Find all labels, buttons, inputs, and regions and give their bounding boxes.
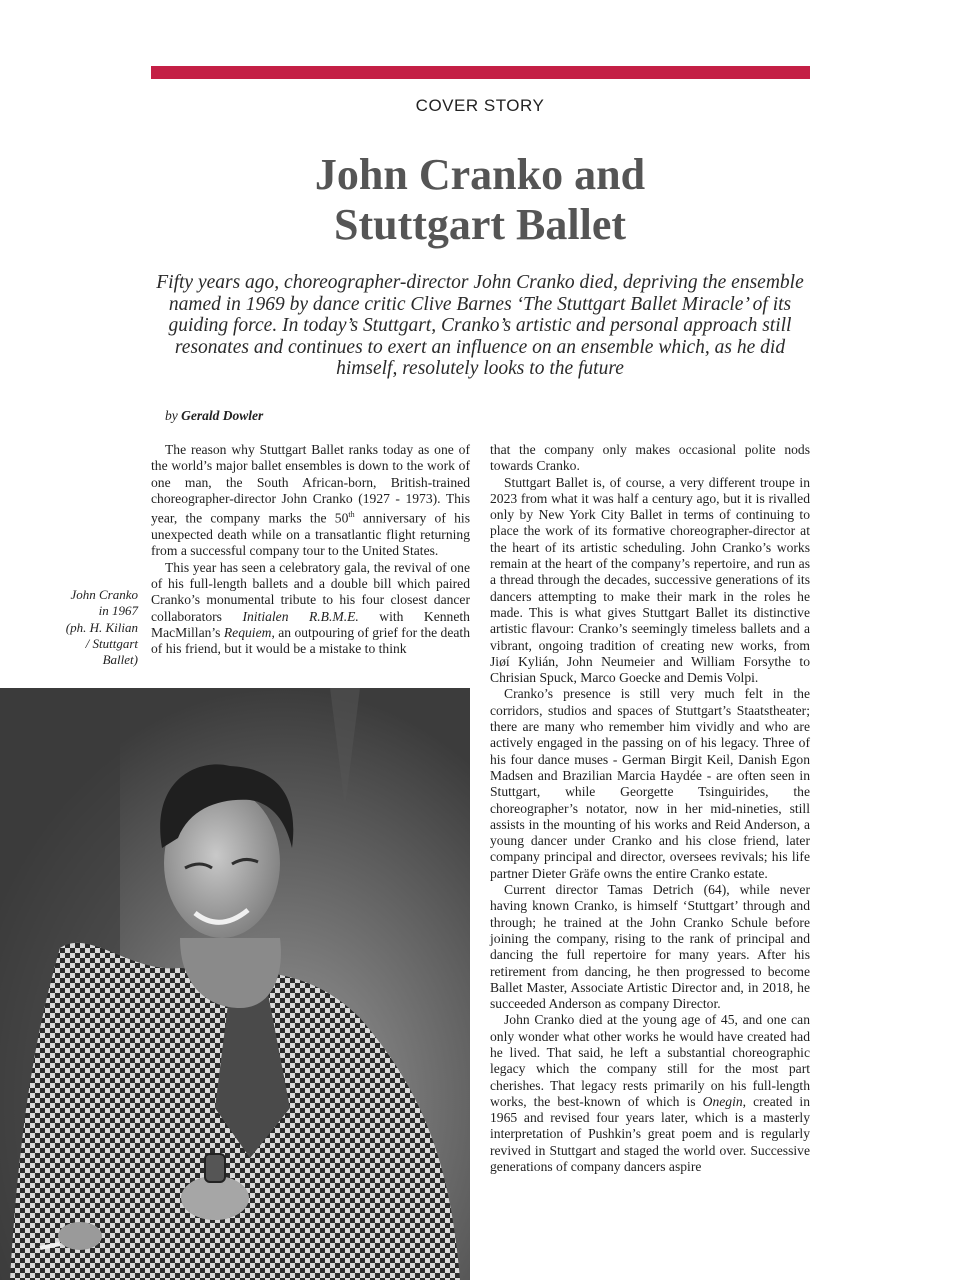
byline-author: Gerald Dowler: [181, 408, 264, 423]
caption-line: John Cranko: [70, 587, 138, 602]
portrait-photo: [0, 688, 470, 1280]
paragraph: John Cranko died at the young age of 45, and one can only wonder what other works he would have created had he lived. That said, he left a substantial choreographic legacy which the company still for the most part cherishes. That legacy rests primarily on his full-length works, the best-known of which is Onegin, created in 1965 and revised four years later, which is a masterly interpretation of Pushkin’s great poem and is regularly revived in Stuttgart and staged the world over. Successive generations of company dancers aspire: [490, 1012, 810, 1175]
article-title: [0, 150, 960, 250]
article-column-left: [151, 442, 470, 657]
paragraph: that the company only makes occasional polite nods towards Cranko.: [490, 442, 810, 474]
paragraph: The reason why Stuttgart Ballet ranks today as one of the world’s major ballet ensembles is down to the work of one man, the South African-born, British-trained choreographer-director John Cranko (1927 - 1973). This year, the company marks the 50th anniversary of his unexpected death while on a transatlantic flight returning from a successful company tour to the United States.: [151, 442, 470, 559]
article-column-right: [490, 442, 810, 1175]
photo-caption: [40, 587, 138, 668]
wristwatch-icon: [205, 1154, 225, 1182]
article-title-line-1: John Cranko and: [314, 150, 646, 199]
paragraph: This year has seen a celebratory gala, the revival of one of his full-length ballets and a double bill which paired Cranko’s monumental tribute to his four closest dancer collaborators Initialen R.B.M.E. with Kenneth MacMillan’s Requiem, an outpouring of grief for the death of his friend, but it would be a mistake to think: [151, 559, 470, 657]
caption-line: (ph. H. Kilian: [65, 619, 138, 635]
caption-line: in 1967: [98, 603, 138, 619]
byline: [165, 408, 263, 424]
header-accent-bar: [151, 66, 810, 79]
paragraph: Cranko’s presence is still very much felt in the corridors, studios and spaces of Stuttgart’s Staatstheater; there are many who remember him vividly and who are actively engaged in the passing on of his legacy. Three of his four dance muses - German Birgit Keil, Danish Egon Madsen and Brazilian Marcia Haydée - are often seen in Stuttgart, while Georgette Tsinguirides, the choreographer’s notator, now in her mid-nineties, still assists in the mounting of his works and Reid Anderson, a young dancer under Cranko and his close friend, later company principal and director, oversees revivals; his life partner Dieter Gräfe owns the entire Cranko estate.: [490, 686, 810, 881]
standfirst: Fifty years ago, choreographer-director John Cranko died, depriving the ensemble named in 1969 by dance critic Clive Barnes ‘The Stuttgart Ballet Miracle’ of its guiding force. In today’s Stuttgart, Cranko’s artistic and personal approach still resonates and continues to exert an influence on an ensemble which, as he did himself, resolutely looks to the future: [156, 272, 804, 380]
left-hand: [58, 1222, 102, 1250]
section-label: COVER STORY: [415, 96, 545, 115]
portrait-illustration: [0, 688, 470, 1280]
paragraph: Stuttgart Ballet is, of course, a very different troupe in 2023 from what it was half a century ago, but it is rivalled only by New York City Ballet in terms of continuing to place the work of its formative choreographer-director at the heart of its artistic scheduling. John Cranko’s works remain at the heart of the company’s repertoire, and run as a thread through the decades, successive generations of its dancers attempting to make their mark in the roles he made. This is what gives Stuttgart Ballet its distinctive artistic flavour: Cranko’s seemingly timeless ballets and a vibrant, ongoing tradition of creating new works, from Jiøí Kylián, John Neumeier and William Forsythe to Chrisian Spuck, Marco Goecke and Demis Volpi.: [490, 474, 810, 686]
paragraph: Current director Tamas Detrich (64), while never having known Cranko, is himself ‘Stuttgart’ through and through; he trained at the John Cranko Schule before joining the company, rising to the rank of principal and dancing the full repertoire for many years. After his retirement from dancing, he then progressed to become Ballet Master, Associate Artistic Director and, in 2018, he succeeded Anderson as company Director.: [490, 882, 810, 1012]
byline-prefix: by: [165, 408, 178, 423]
caption-line: / Stuttgart: [85, 635, 138, 651]
caption-line: Ballet): [102, 652, 138, 668]
article-title-line-2: Stuttgart Ballet: [333, 200, 627, 249]
